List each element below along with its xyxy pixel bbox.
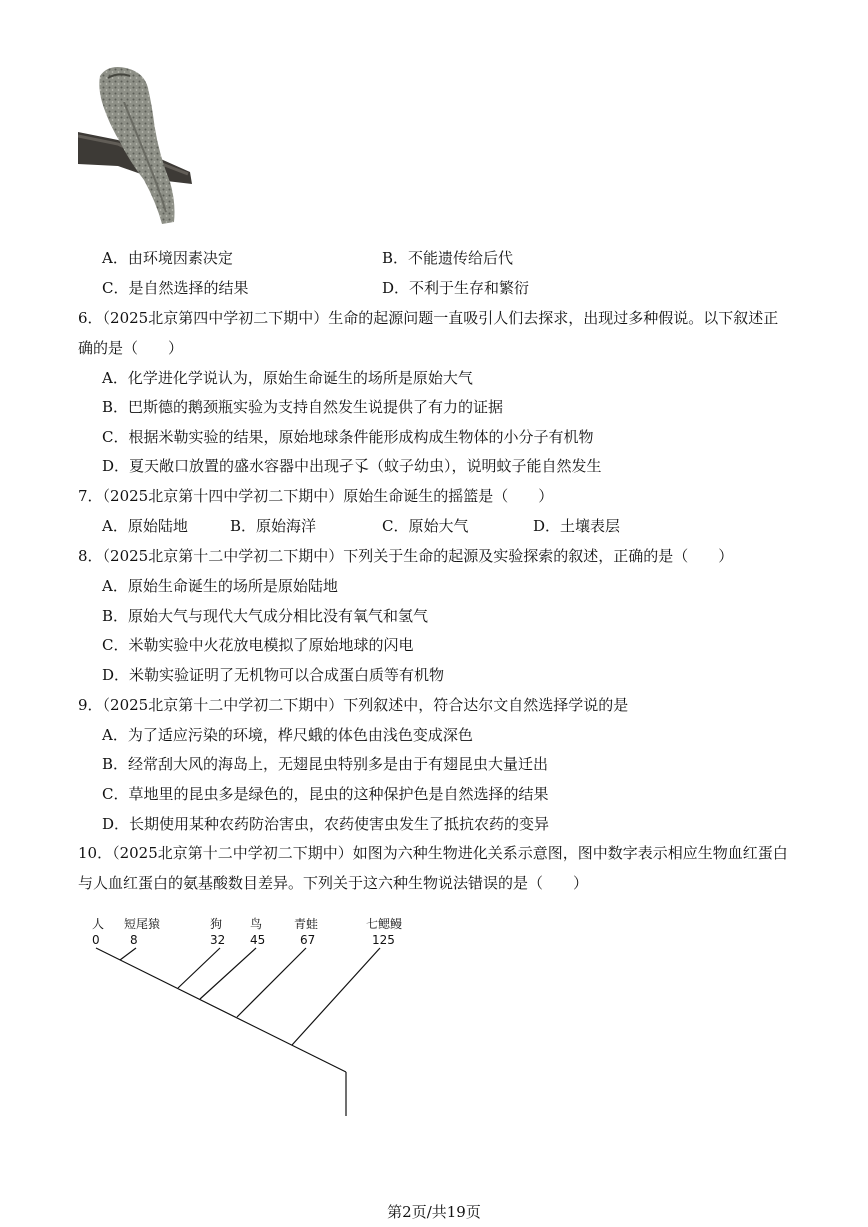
q6-option-b: B．巴斯德的鹅颈瓶实验为支持自然发生说提供了有力的证据 xyxy=(102,398,504,416)
prev-option-a: A．由环境因素决定 xyxy=(102,249,233,267)
tree-branch-frog xyxy=(237,948,306,1017)
q6-option-a: A．化学进化学说认为，原始生命诞生的场所是原始大气 xyxy=(102,369,473,387)
q8-option-d: D．米勒实验证明了无机物可以合成蛋白质等有机物 xyxy=(102,666,445,684)
q7-option-b: B．原始海洋 xyxy=(230,517,317,535)
label-bird: 鸟 xyxy=(250,917,263,931)
value-frog: 67 xyxy=(300,933,316,947)
label-lamprey: 七鳃鳗 xyxy=(366,917,403,931)
q8-option-a: A．原始生命诞生的场所是原始陆地 xyxy=(102,577,338,595)
q6-stem-line2: 确的是（ ） xyxy=(78,339,184,357)
value-human: 0 xyxy=(92,933,100,947)
q9-stem: 9．（2025北京第十二中学初二下期中）下列叙述中，符合达尔文自然选择学说的是 xyxy=(78,696,629,714)
q9-option-c: C．草地里的昆虫多是绿色的，昆虫的这种保护色是自然选择的结果 xyxy=(102,785,549,803)
q6-stem-line1: 6．（2025北京第四中学初二下期中）生命的起源问题一直吸引人们去探求，出现过多种假说。以下叙述正 xyxy=(78,309,779,327)
q7-option-d: D．土壤表层 xyxy=(533,517,621,535)
value-monkey: 8 xyxy=(130,933,138,947)
label-frog: 青蛙 xyxy=(294,917,319,931)
q9-option-b: B．经常刮大风的海岛上，无翅昆虫特别多是由于有翅昆虫大量迁出 xyxy=(102,755,549,773)
tree-branch-bird xyxy=(200,948,256,999)
tree-main-branch xyxy=(96,948,346,1072)
evolution-tree-diagram xyxy=(80,910,420,1120)
prev-option-d: D．不利于生存和繁衍 xyxy=(382,279,530,297)
q8-option-b: B．原始大气与现代大气成分相比没有氧气和氢气 xyxy=(102,607,429,625)
q10-stem-line2: 与人血红蛋白的氨基酸数目差异。下列关于这六种生物说法错误的是（ ） xyxy=(78,874,589,892)
label-human: 人 xyxy=(92,917,105,931)
label-dog: 狗 xyxy=(210,917,223,931)
q6-option-c: C．根据米勒实验的结果，原始地球条件能形成构成生物体的小分子有机物 xyxy=(102,428,594,446)
q7-option-c: C．原始大气 xyxy=(382,517,469,535)
q7-stem: 7．（2025北京第十四中学初二下期中）原始生命诞生的摇篮是（ ） xyxy=(78,487,554,505)
tree-branch-lamprey xyxy=(292,948,380,1045)
page-footer: 第2页/共19页 xyxy=(387,1203,481,1221)
value-dog: 32 xyxy=(210,933,226,947)
prev-option-b: B．不能遗传给后代 xyxy=(382,249,514,267)
tree-branch-monkey xyxy=(120,948,136,960)
value-bird: 45 xyxy=(250,933,266,947)
q8-option-c: C．米勒实验中火花放电模拟了原始地球的闪电 xyxy=(102,636,414,654)
q7-option-a: A．原始陆地 xyxy=(102,517,188,535)
q9-option-a: A．为了适应污染的环境，桦尺蛾的体色由浅色变成深色 xyxy=(102,726,473,744)
q10-stem-line1: 10．（2025北京第十二中学初二下期中）如图为六种生物进化关系示意图，图中数字表示相应生物血红蛋白 xyxy=(78,844,788,862)
prev-option-c: C．是自然选择的结果 xyxy=(102,279,249,297)
value-lamprey: 125 xyxy=(372,933,395,947)
q8-stem: 8．（2025北京第十二中学初二下期中）下列关于生命的起源及实验探索的叙述，正确的是（ ） xyxy=(78,547,734,565)
q9-option-d: D．长期使用某种农药防治害虫，农药使害虫发生了抵抗农药的变异 xyxy=(102,815,550,833)
label-monkey: 短尾猿 xyxy=(124,917,161,931)
bird-on-branch-image xyxy=(78,62,196,228)
q6-option-d: D．夏天敞口放置的盛水容器中出现孑孓（蚊子幼虫），说明蚊子能自然发生 xyxy=(102,457,602,475)
tree-branch-dog xyxy=(178,948,220,988)
